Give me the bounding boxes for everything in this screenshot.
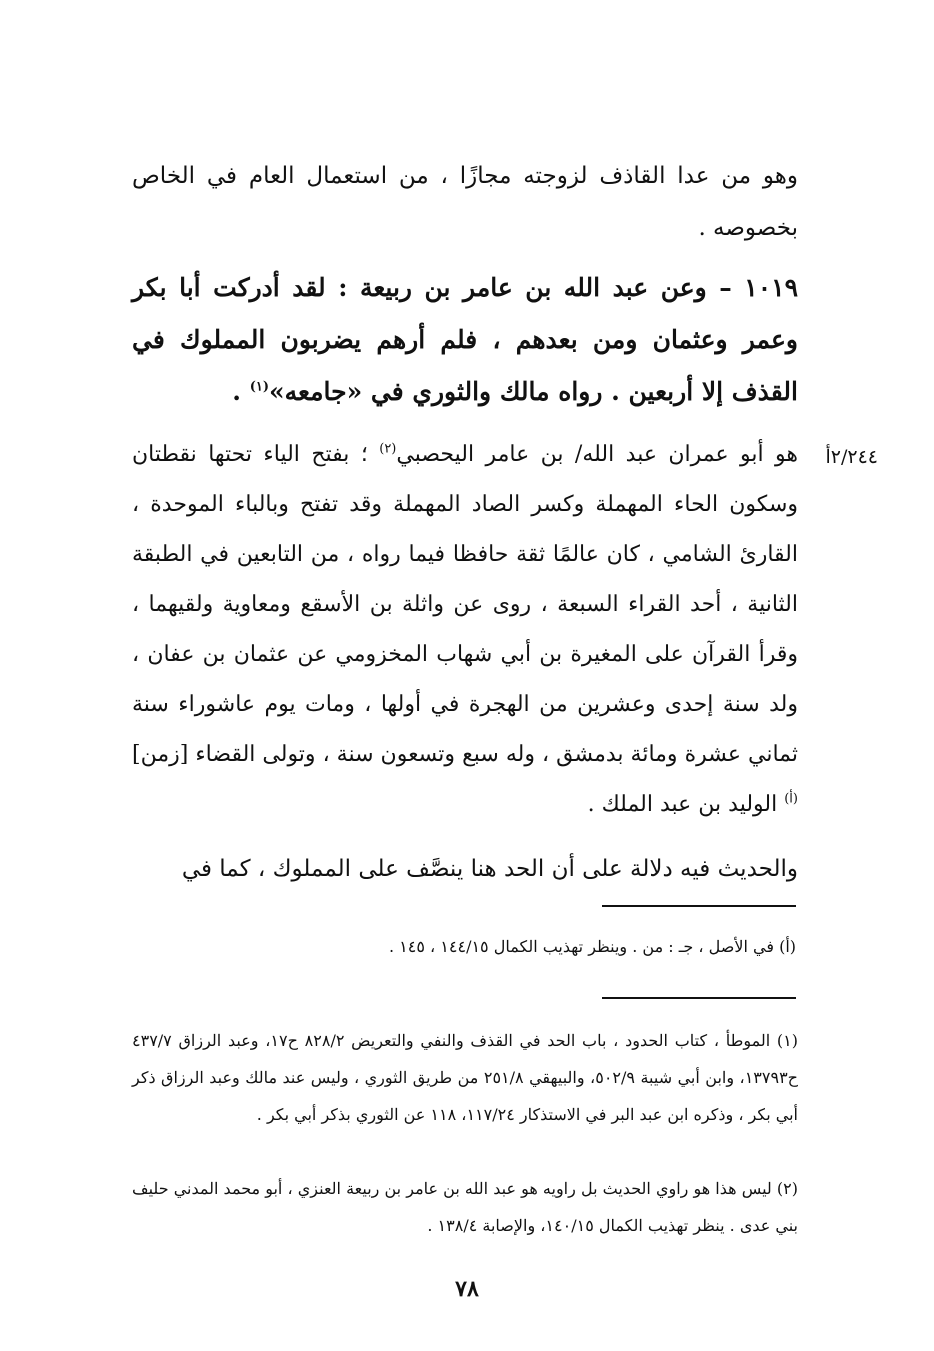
page-number: ٧٨: [455, 1276, 479, 1302]
footnote-divider-2: [602, 997, 796, 999]
manuscript-folio-note: ٢/٢٤٤أ: [825, 446, 878, 468]
biography-paragraph: [132, 430, 798, 830]
intro-paragraph: وهو من عدا القاذف لزوجته مجازًا ، من استعمال العام في الخاص بخصوصه .: [132, 163, 798, 241]
biography-part1: هو أبو عمران عبد الله/ بن عامر اليحصبي: [396, 442, 798, 467]
biography-part2: ؛ بفتح الياء تحتها نقطتان وسكون الحاء المهملة وكسر الصاد المهملة وقد تفتح وبالباء الموحدة ، القارئ الشامي ، كان عالمًا ثقة حافظا فيما رواه ، من التابعين في الطبقة الثانية ، أحد القراء السبعة ، روى عن واثلة بن الأسقع ومعاوية ولقيهما ، وقرأ القرآن على المغيرة بن أبي شهاب المخزومي عن عثمان بن عفان ، ولد سنة إحدى وعشرين من الهجرة في أولها ، ومات يوم عاشوراء سنة ثماني عشرة ومائة بدمشق ، وله سبع وتسعون سنة ، وتولى القضاء [زمن]: [132, 442, 798, 767]
hadith-paragraph: [132, 262, 798, 418]
footnote-a: (أ) في الأصل ، جـ : من . وينظر تهذيب الكمال ١٤٤/١٥ ، ١٤٥ .: [388, 937, 796, 956]
hadith-text: ١٠١٩ – وعن عبد الله بن عامر بن ربيعة : لقد أدركت أبا بكر وعمر وعثمان ومن بعدهم ، فلم أرهم يضربون المملوك في القذف إلا أربعين . رواه مالك والثوري في «جامعه»: [132, 273, 798, 406]
footnote-ref-1[interactable]: (١): [249, 379, 270, 395]
footnote-divider-1: [602, 905, 796, 907]
footnote-ref-2[interactable]: (٢): [379, 441, 397, 457]
continuation-paragraph: والحديث فيه دلالة على أن الحد هنا ينصَّف على المملوك ، كما في: [181, 856, 798, 882]
footnote-ref-a[interactable]: (أ): [784, 791, 798, 807]
biography-part3: الوليد بن عبد الملك .: [587, 792, 785, 817]
footnote-2: (٢) ليس هذا هو راوي الحديث بل راويه هو عبد الله بن عامر بن ربيعة العنزي ، أبو محمد المدني حليف بني عدى . ينظر تهذيب الكمال ١٤٠/١٥، والإصابة ١٣٨/٤ .: [132, 1179, 799, 1235]
hadith-end: .: [232, 377, 250, 406]
footnote-1: (١) الموطأ ، كتاب الحدود ، باب الحد في القذف والنفي والتعريض ٨٢٨/٢ ح١٧، وعبد الرزاق ٤٣٧/٧ ح١٣٧٩٣، وابن أبي شيبة ٥٠٢/٩، والبيهقي ٢٥١/٨ من طريق الثوري ، وليس عند مالك وعبد الرزاق ذكر أبي بكر ، وذكره ابن عبد البر في الاستذكار ١١٧/٢٤، ١١٨ عن الثوري بذكر أبي بكر .: [132, 1031, 799, 1124]
